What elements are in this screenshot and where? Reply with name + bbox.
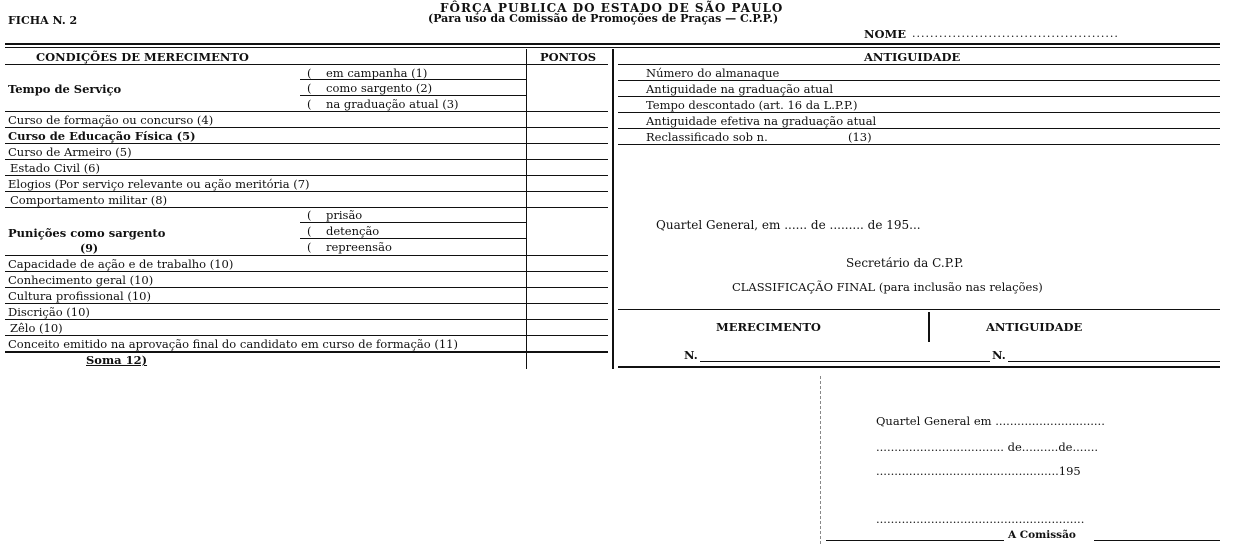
row-capacidade: Capacidade de ação e de trabalho (10) [8,257,234,271]
row-tempo-descontado: Tempo descontado (art. 16 da L.P.P.) [646,98,858,112]
pontos-divider [526,49,527,369]
secretario-label: Secretário da C.P.P. [846,256,964,270]
nome-field[interactable]: .............................................. [912,27,1119,40]
rule [618,112,1220,113]
tempo-campanha: em campanha (1) [326,66,428,80]
comissao-signature: A Comissão [1008,529,1076,541]
rule [618,80,1220,81]
classificacao-final: CLASSIFICAÇÃO FINAL (para inclusão nas relações) [732,280,1043,294]
bracket-icon: ( [307,66,312,80]
punicoes-label: Punições como sargento [8,226,166,240]
comissao-line-3[interactable]: ..................................................195 [876,464,1081,478]
nome-label: NOME [864,27,907,41]
rule [5,175,608,176]
bracket-icon: ( [307,224,312,238]
quartel-general-date: Quartel General, em ...... de ......... de 195... [656,218,921,232]
row-elogios: Elogios (Por serviço relevante ou ação meritória (7) [8,177,310,191]
row-estado-civil: Estado Civil (6) [10,161,100,175]
row-comportamento: Comportamento militar (8) [10,193,168,207]
row-antiguidade-graduacao: Antiguidade na graduação atual [646,82,834,96]
top-rule [5,43,1220,45]
rule [826,540,1004,541]
header-rule [5,64,608,65]
soma-label: Soma 12) [86,353,148,367]
bracket-icon: ( [307,97,312,111]
rule [300,95,526,96]
rule [618,64,1220,65]
n-antiguidade-field[interactable] [1008,361,1220,362]
comissao-line-1[interactable]: Quartel General em .............................. [876,414,1105,428]
row-discricao: Discrição (10) [8,305,90,319]
rule [618,366,1220,368]
rule [5,319,608,320]
rule [618,144,1220,145]
row-antiguidade-efetiva: Antiguidade efetiva na graduação atual [646,114,877,128]
rule [5,303,608,304]
rule [5,287,608,288]
row-zelo: Zêlo (10) [10,321,63,335]
rule [5,111,608,112]
classificacao-divider [928,312,930,342]
condicoes-header: CONDIÇÕES DE MERECIMENTO [36,50,249,64]
comissao-line-4[interactable]: ......................................................... [876,512,1085,526]
tempo-servico-label: Tempo de Serviço [8,82,122,96]
bracket-icon: ( [307,240,312,254]
merecimento-column: MERECIMENTO [716,320,821,334]
row-reclassificado-note: (13) [848,130,872,144]
rule [618,309,1220,310]
ficha-number: FICHA N. 2 [8,14,78,27]
row-armeiro: Curso de Armeiro (5) [8,145,132,159]
rule [5,255,608,256]
n-antiguidade-label: N. [992,348,1006,362]
punicao-detencao: detenção [326,224,380,238]
top-rule-2 [5,47,1220,48]
rule [300,222,526,223]
section-divider [612,49,614,369]
row-reclassificado: Reclassificado sob n. [646,130,768,144]
bracket-icon: ( [307,81,312,95]
rule [5,143,608,144]
row-cultura: Cultura profissional (10) [8,289,151,303]
antiguidade-column: ANTIGUIDADE [986,320,1083,334]
row-educacao-fisica: Curso de Educação Física (5) [8,129,196,143]
pontos-header: PONTOS [540,50,597,64]
rule [5,191,608,192]
rule [1094,540,1220,541]
comissao-line-2[interactable]: ................................... de..........de....... [876,440,1099,454]
n-merecimento-label: N. [684,348,698,362]
n-merecimento-field[interactable] [700,361,990,362]
rule [300,238,526,239]
rule [5,271,608,272]
tempo-sargento: como sargento (2) [326,81,433,95]
rule [618,96,1220,97]
row-conceito: Conceito emitido na aprovação final do candidato em curso de formação (11) [8,337,458,351]
row-numero-almanaque: Número do almanaque [646,66,780,80]
rule [5,127,608,128]
punicoes-note: (9) [80,242,99,255]
punicao-repreensao: repreensão [326,240,392,254]
comissao-divider [820,376,821,544]
rule [5,159,608,160]
document-title: FÔRÇA PUBLICA DO ESTADO DE SÃO PAULO [440,1,784,15]
row-curso-formacao: Curso de formação ou concurso (4) [8,113,214,127]
document-subtitle: (Para uso da Comissão de Promoções de Praças — C.P.P.) [428,12,779,25]
bracket-icon: ( [307,208,312,222]
punicao-prisao: prisão [326,208,363,222]
rule [5,335,608,336]
row-conhecimento: Conhecimento geral (10) [8,273,154,287]
rule [300,79,526,80]
tempo-graduacao: na graduação atual (3) [326,97,459,111]
rule [618,128,1220,129]
antiguidade-header: ANTIGUIDADE [864,50,961,64]
